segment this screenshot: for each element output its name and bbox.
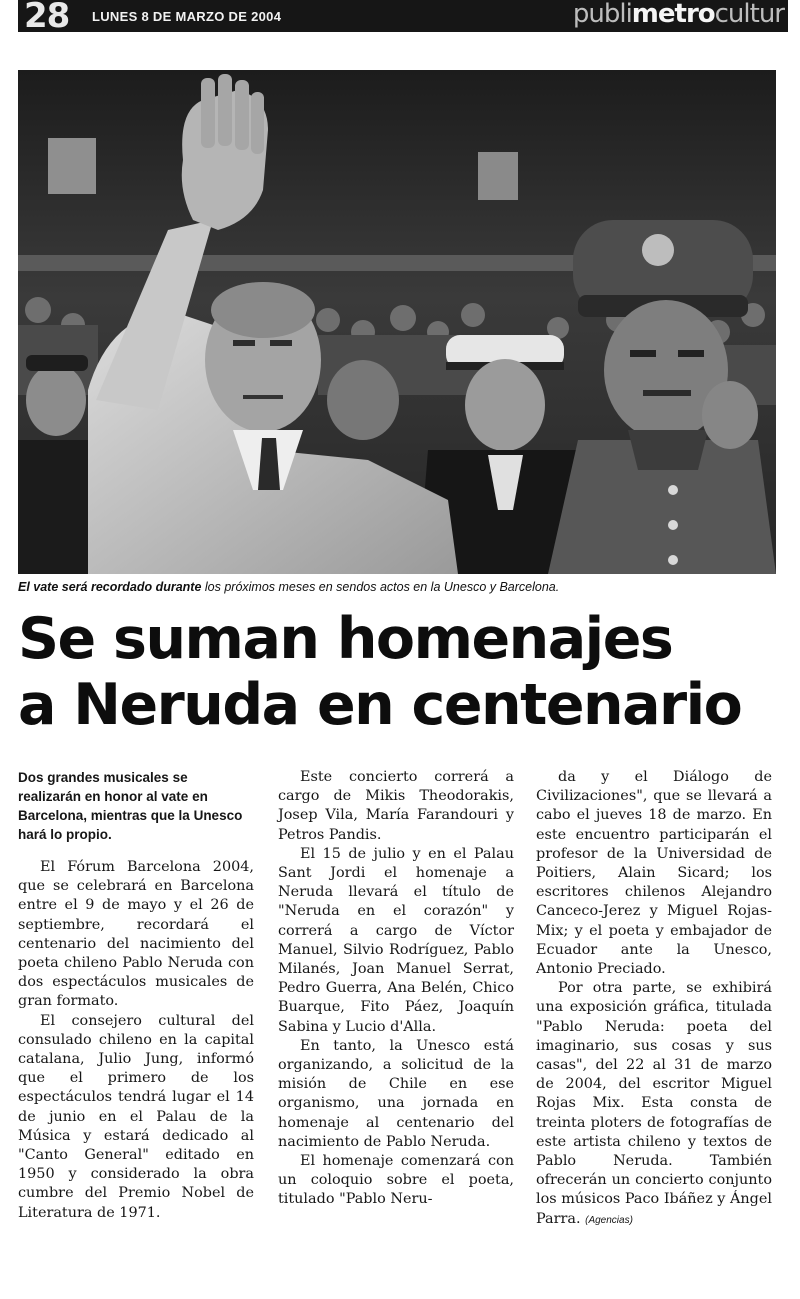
page-number: 28: [24, 0, 70, 36]
brand-section: cultur: [714, 0, 784, 29]
news-photo: [18, 70, 776, 574]
photo-caption: [18, 580, 788, 594]
brand-light: publi: [572, 0, 632, 29]
article-column-3: [536, 768, 772, 1230]
headline-line-2: a Neruda en centenario: [18, 672, 742, 738]
paragraph: El consejero cultural del consulado chileno en la capital catalana, Julio Jung, informó que el primero de los espectáculos tendrá lugar el 14 de junio en el Palau de la Música y estará dedicado al "Canto General" editado en 1950 y considerado la obra cumbre del Premio Nobel de Literatura de 1971.: [18, 1012, 254, 1221]
headline: [18, 606, 788, 738]
page-header-bar: [18, 0, 788, 36]
paragraph-text: Por otra parte, se exhibirá una exposición gráfica, titulada "Pablo Neruda: poeta del imaginario, sus cosas y sus casas", del 22 al 31 de marzo de 2004, del escritor Miguel Rojas Mix. Esta consta de treinta ploters de fotografías de este artista chileno y textos de Pablo Neruda. También ofrecerán un concierto conjunto los músicos Paco Ibáñez y Ángel Parra.: [536, 980, 772, 1227]
source-credit: (Agencias): [585, 1214, 633, 1226]
paragraph: Este concierto correrá a cargo de Mikis Theodorakis, Josep Vila, María Farandouri y Petros Pandis.: [278, 769, 514, 843]
paragraph: El Fórum Barcelona 2004, que se celebrará en Barcelona entre el 9 de mayo y el 26 de septiembre, recordará el centenario del nacimiento del poeta chileno Pablo Neruda con dos espectáculos musicales de gran formato.: [18, 859, 254, 1010]
headline-line-1: Se suman homenajes: [18, 606, 673, 672]
issue-date: LUNES 8 DE MARZO DE 2004: [92, 9, 282, 24]
paragraph: El 15 de julio y en el Palau Sant Jordi el homenaje a Neruda llevará el título de "Neruda en el corazón" y correrá a cargo de Víctor Manuel, Silvio Rodríguez, Pablo Milanés, Joan Manuel Serrat, Pedro Guerra, Ana Belén, Chico Buarque, Fito Páez, Joaquín Sabina y Lucio d'Alla.: [278, 845, 514, 1035]
paragraph: da y el Diálogo de Civilizaciones", que se llevará a cabo el jueves 18 de marzo. En este encuentro participarán el profesor de la Universidad de Poitiers, Alain Sicard; los escritores chilenos Alejandro Canceco-Jerez y Miguel Rojas-Mix; y el poeta y embajador de Ecuador ante la Unesco, Antonio Preciado.: [536, 769, 772, 978]
article-deck: Dos grandes musicales se realizarán en honor al vate en Barcelona, mientras que la Unesco hará lo propio.: [18, 770, 243, 842]
section-brand: [573, 0, 784, 29]
caption-bold: El vate será recordado durante: [18, 580, 202, 594]
paragraph: [536, 979, 772, 1230]
paragraph: En tanto, la Unesco está organizando, a solicitud de la misión de Chile en ese organismo, una jornada en homenaje al centenario del nacimiento de Pablo Neruda.: [278, 1037, 514, 1150]
article-column-2: [278, 768, 514, 1210]
article-column-1: [18, 768, 254, 1223]
caption-text: los próximos meses en sendos actos en la Unesco y Barcelona.: [201, 580, 560, 594]
brand-bold: metro: [631, 0, 715, 29]
paragraph: El homenaje comenzará con un coloquio sobre el poeta, titulado "Pablo Neru-: [278, 1153, 514, 1208]
